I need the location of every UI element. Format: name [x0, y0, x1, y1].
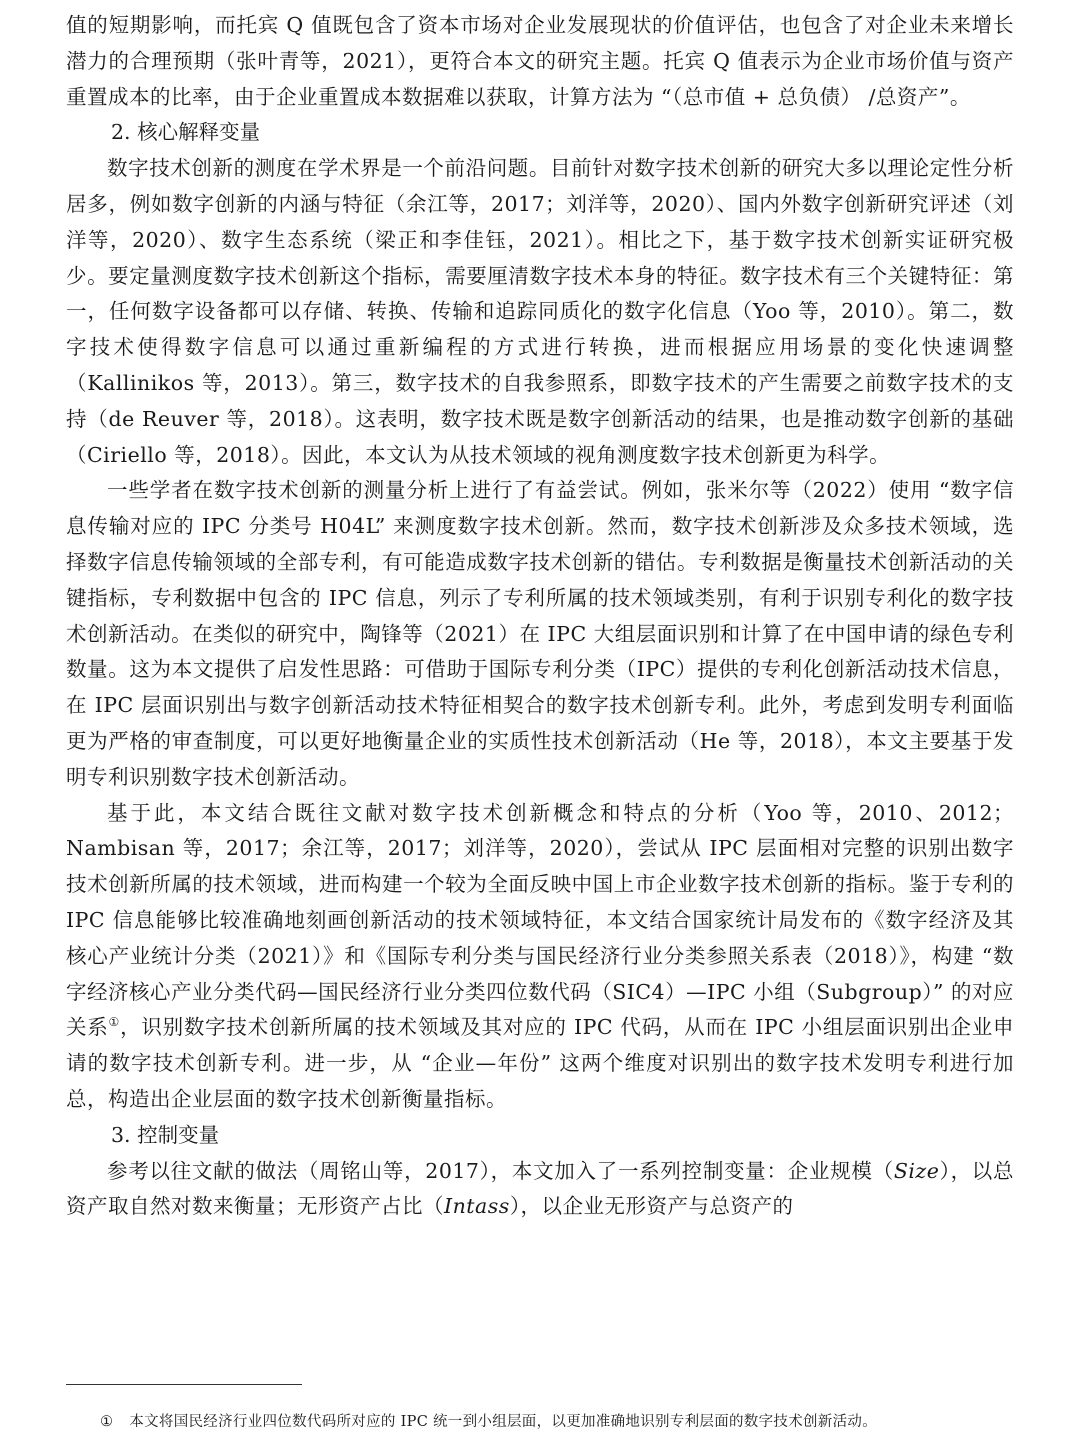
footnote-divider — [66, 1384, 302, 1385]
footnote — [100, 1412, 1040, 1432]
paragraph-prior-attempts: 一些学者在数字技术创新的测量分析上进行了有益尝试。例如，张米尔等（2022）使用 “数字信息传输对应的 IPC 分类号 H04L” 来测度数字技术创新。然而，数字技术创新涉及众多技术领域，选择数字信息传输领域的全部专利，有可能造成数字技术创新的错估。专利数据是衡量技术创新活动的关键指标，专利数据中包含的 IPC 信息，列示了专利所属的技术领域类别，有利于识别专利化的数字技术创新活动。在类似的研究中，陶锋等（2021）在 IPC 大组层面识别和计算了在中国申请的绿色专利数量。这为本文提供了启发性思路：可借助于国际专利分类（IPC）提供的专利化创新活动技术信息，在 IPC 层面识别出与数字创新活动技术特征相契合的数字技术创新专利。此外，考虑到发明专利面临更为严格的审查制度，可以更好地衡量企业的实质性技术创新活动（He 等，2018），本文主要基于发明专利识别数字技术创新活动。 — [66, 478, 1014, 789]
paragraph-digital-innovation-measurement: 数字技术创新的测度在学术界是一个前沿问题。目前针对数字技术创新的研究大多以理论定性分析居多，例如数字创新的内涵与特征（余江等，2017；刘洋等，2020）、国内外数字创新研究评述（刘洋等，2020）、数字生态系统（梁正和李佳钰，2021）。相比之下，基于数字技术创新实证研究极少。要定量测度数字技术创新这个指标，需要厘清数字技术本身的特征。数字技术有三个关键特征：第一，任何数字设备都可以存储、转换、传输和追踪同质化的数字化信息（Yoo 等，2010）。第二，数字技术使得数字信息可以通过重新编程的方式进行转换，进而根据应用场景的变化快速调整（Kallinikos 等，2013）。第三，数字技术的自我参照系，即数字技术的产生需要之前数字技术的支持（de Reuver 等，2018）。这表明，数字技术既是数字创新活动的结果，也是推动数字创新的基础（Ciriello 等，2018）。因此，本文认为从技术领域的视角测度数字技术创新更为科学。 — [66, 156, 1014, 467]
paper-body — [66, 8, 1014, 1225]
footnote-reference: ① — [108, 1015, 121, 1030]
control-text-b: ），以总资产取自然对数来衡量；无形资产占比（ — [66, 1158, 1015, 1219]
control-text-a: 参考以往文献的做法（周铭山等，2017），本文加入了一系列控制变量：企业规模（ — [107, 1158, 894, 1183]
footnote-text: 本文将国民经济行业四位数代码所对应的 IPC 统一到小组层面，以更加准确地识别专利层面的数字技术创新活动。 — [129, 1414, 878, 1430]
section-heading-core-variable: 2. 核心解释变量 — [111, 120, 261, 145]
variable-intass: Intass — [444, 1194, 510, 1219]
footnote-mark: ① — [100, 1414, 114, 1430]
paragraph-method — [66, 796, 1014, 1118]
variable-size: Size — [893, 1158, 940, 1183]
paragraph-tobin-q: 值的短期影响，而托宾 Q 值既包含了资本市场对企业发展现状的价值评估，也包含了对企业未来增长潜力的合理预期（张叶青等，2021），更符合本文的研究主题。托宾 Q 值表示为企业市场价值与资产重置成本的比率，由于企业重置成本数据难以获取，计算方法为 “（总市值 + 总负债） /总资产”。 — [66, 13, 1014, 109]
section-heading-control-variables: 3. 控制变量 — [111, 1122, 220, 1147]
paragraph-control-variables — [66, 1154, 1014, 1226]
paragraph-method-text-b: ，识别数字技术创新所属的技术领域及其对应的 IPC 代码，从而在 IPC 小组层面识别出企业申请的数字技术创新专利。进一步，从 “企业—年份” 这两个维度对识别出的数字技术发明专利进行加总，构造出企业层面的数字技术创新衡量指标。 — [66, 1015, 1015, 1111]
control-text-c: ），以企业无形资产与总资产的 — [509, 1194, 794, 1219]
paragraph-method-text-a: 基于此，本文结合既往文献对数字技术创新概念和特点的分析（Yoo 等，2010、2012；Nambisan 等，2017；余江等，2017；刘洋等，2020），尝试从 IPC 层面相对完整的识别出数字技术创新所属的技术领域，进而构建一个较为全面反映中国上市企业数字技术创新的指标。鉴于专利的 IPC 信息能够比较准确地刻画创新活动的技术领域特征，本文结合国家统计局发布的《数字经济及其核心产业统计分类（2021）》和《国际专利分类与国民经济行业分类参照关系表（2018）》，构建 “数字经济核心产业分类代码—国民经济行业分类四位数代码（SIC4）—IPC 小组（Subgroup）” 的对应关系 — [66, 800, 1014, 1040]
